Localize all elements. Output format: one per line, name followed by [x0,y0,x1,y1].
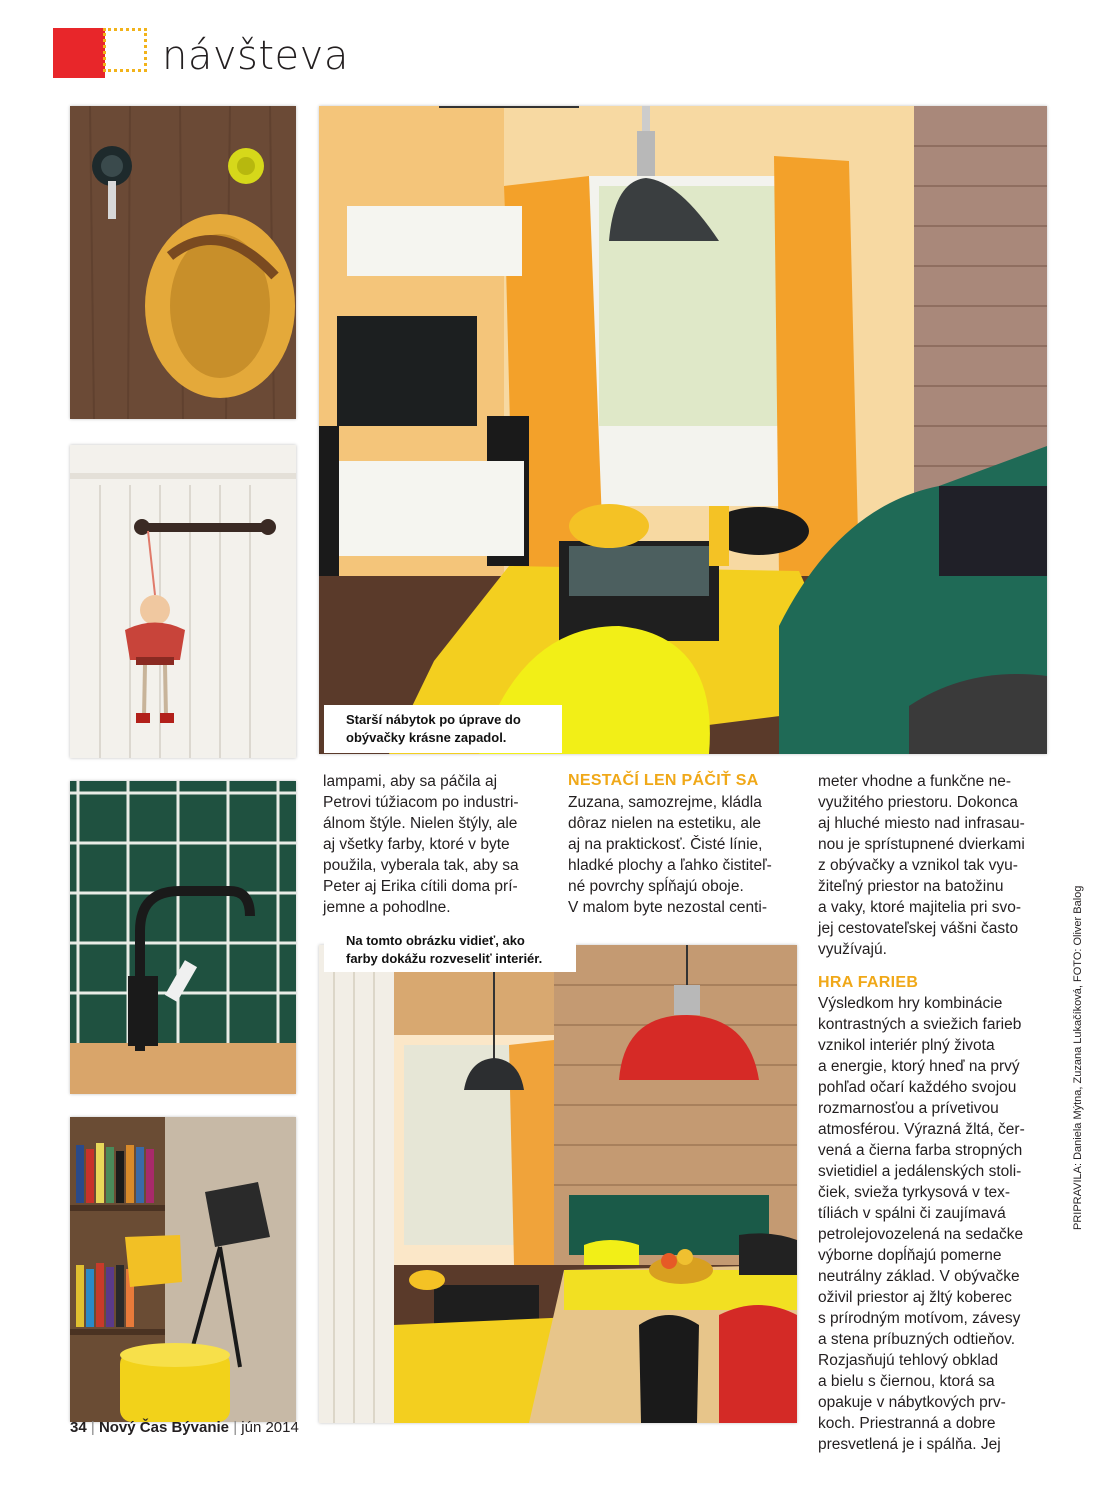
photo-doll-on-handle [70,445,296,758]
text-column-3-bottom: Výsledkom hry kombinácie kontrastných a sviežich farieb vznikol interiér plný života a energie, ktorý hneď na prvý pohľad očarí každého svojou rozmarnosťou a prívetivou atmosférou. Výrazná žltá, čer- vená a čierna farba stropných svietidiel a jedálenských stoli- čiek, svieža tyrkysová v tex- tíliách v spálni či zaujímavá petrolejovozelená na sedačke výborne dopĺňajú pomerne neutrálny základ. V obývačke oživil priestor aj žltý koberec s prírodným motívom, závesy a stena príbuzných odtieňov. Rozjasňujú tehlový obklad a bielu s čiernou, ktorá sa opakuje v nábytkových prv- koch. Priestranná a dobre presvetlená je i spálňa. Jej [818,995,1025,1453]
text-column-3-top: meter vhodne a funkčne ne- využitého priestoru. Dokonca aj hluché miesto nad infrasau- nou je sprístupnené dvierkami z obývačky a vznikol tak vyu- žiteľný priestor na batožinu a vaky, ktoré majitelia pri svo- jej cestovateľskej vášni často využívajú. [818,773,1025,958]
photo-dining-room [319,945,797,1423]
header-dotted-square [103,28,147,72]
photo-credits: PRIPRAVILA: Daniela Mýtna, Zuzana Lukačíková, FOTO: Oliver Balog [1072,885,1084,1230]
photo-living-room [319,106,1047,754]
photo-faucet-green-tiles [70,781,296,1094]
footer-separator-2: | [233,1419,238,1436]
subhead-nestaci: NESTAČÍ LEN PÁČIŤ SA [568,772,759,789]
footer-separator: | [90,1419,95,1436]
section-title: návšteva [162,33,349,79]
header-red-square [53,28,105,78]
subhead-hra-farieb: HRA FARIEB [818,974,919,991]
photo-hat-on-door [70,106,296,419]
page-number: 34 [70,1419,87,1436]
page-footer [70,1419,299,1436]
caption-living-room: Starší nábytok po úprave do obývačky krásne zapadol. [324,705,562,753]
issue-date: jún 2014 [241,1419,299,1436]
magazine-name: Nový Čas Bývanie [98,1419,230,1436]
text-column-1: lampami, aby sa páčila aj Petrovi túžiacom po industri- álnom štýle. Nielen štýly, ale aj všetky farby, ktoré v byte použila, vyberala tak, aby sa Peter aj Erika cítili doma prí- jemne a pohodlne. [323,773,519,916]
photo-lamp-bookshelf [70,1117,296,1422]
caption-dining-room: Na tomto obrázku vidieť, ako farby dokážu rozveseliť interiér. [324,926,576,972]
text-column-2: Zuzana, samozrejme, kládla dôraz nielen na estetiku, ale aj na praktickosť. Čisté línie, hladké plochy a ľahko čistiteľ- né povrchy spĺňajú oboje. V malom byte nezostal centi- [568,794,772,916]
